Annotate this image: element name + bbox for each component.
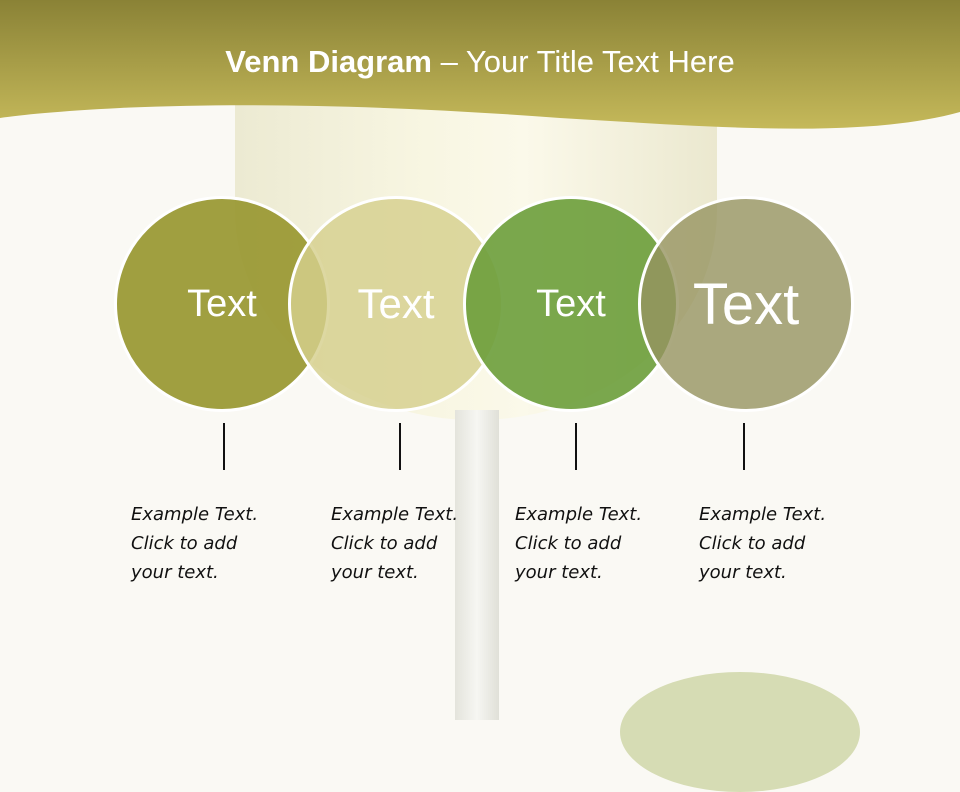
circle-label: Text [692,271,800,337]
circle-label: Text [536,282,606,325]
venn-circle-4[interactable] [638,196,854,412]
circle-label: Text [357,280,435,327]
connector-line [575,423,577,470]
description-text-3[interactable]: Example Text. Click to add your text. [515,504,643,583]
wine-glass-stem-image [455,410,499,720]
connector-line [743,423,745,470]
lime-image [620,672,860,792]
connector-line [399,423,401,470]
circle-label: Text [187,282,257,325]
slide-title: Venn Diagram – Your Title Text Here [225,44,735,79]
description-text-2[interactable]: Example Text. Click to add your text. [331,504,459,583]
description-text-4[interactable]: Example Text. Click to add your text. [699,504,827,583]
connector-line [223,423,225,470]
description-text-1[interactable]: Example Text. Click to add your text. [131,504,259,583]
